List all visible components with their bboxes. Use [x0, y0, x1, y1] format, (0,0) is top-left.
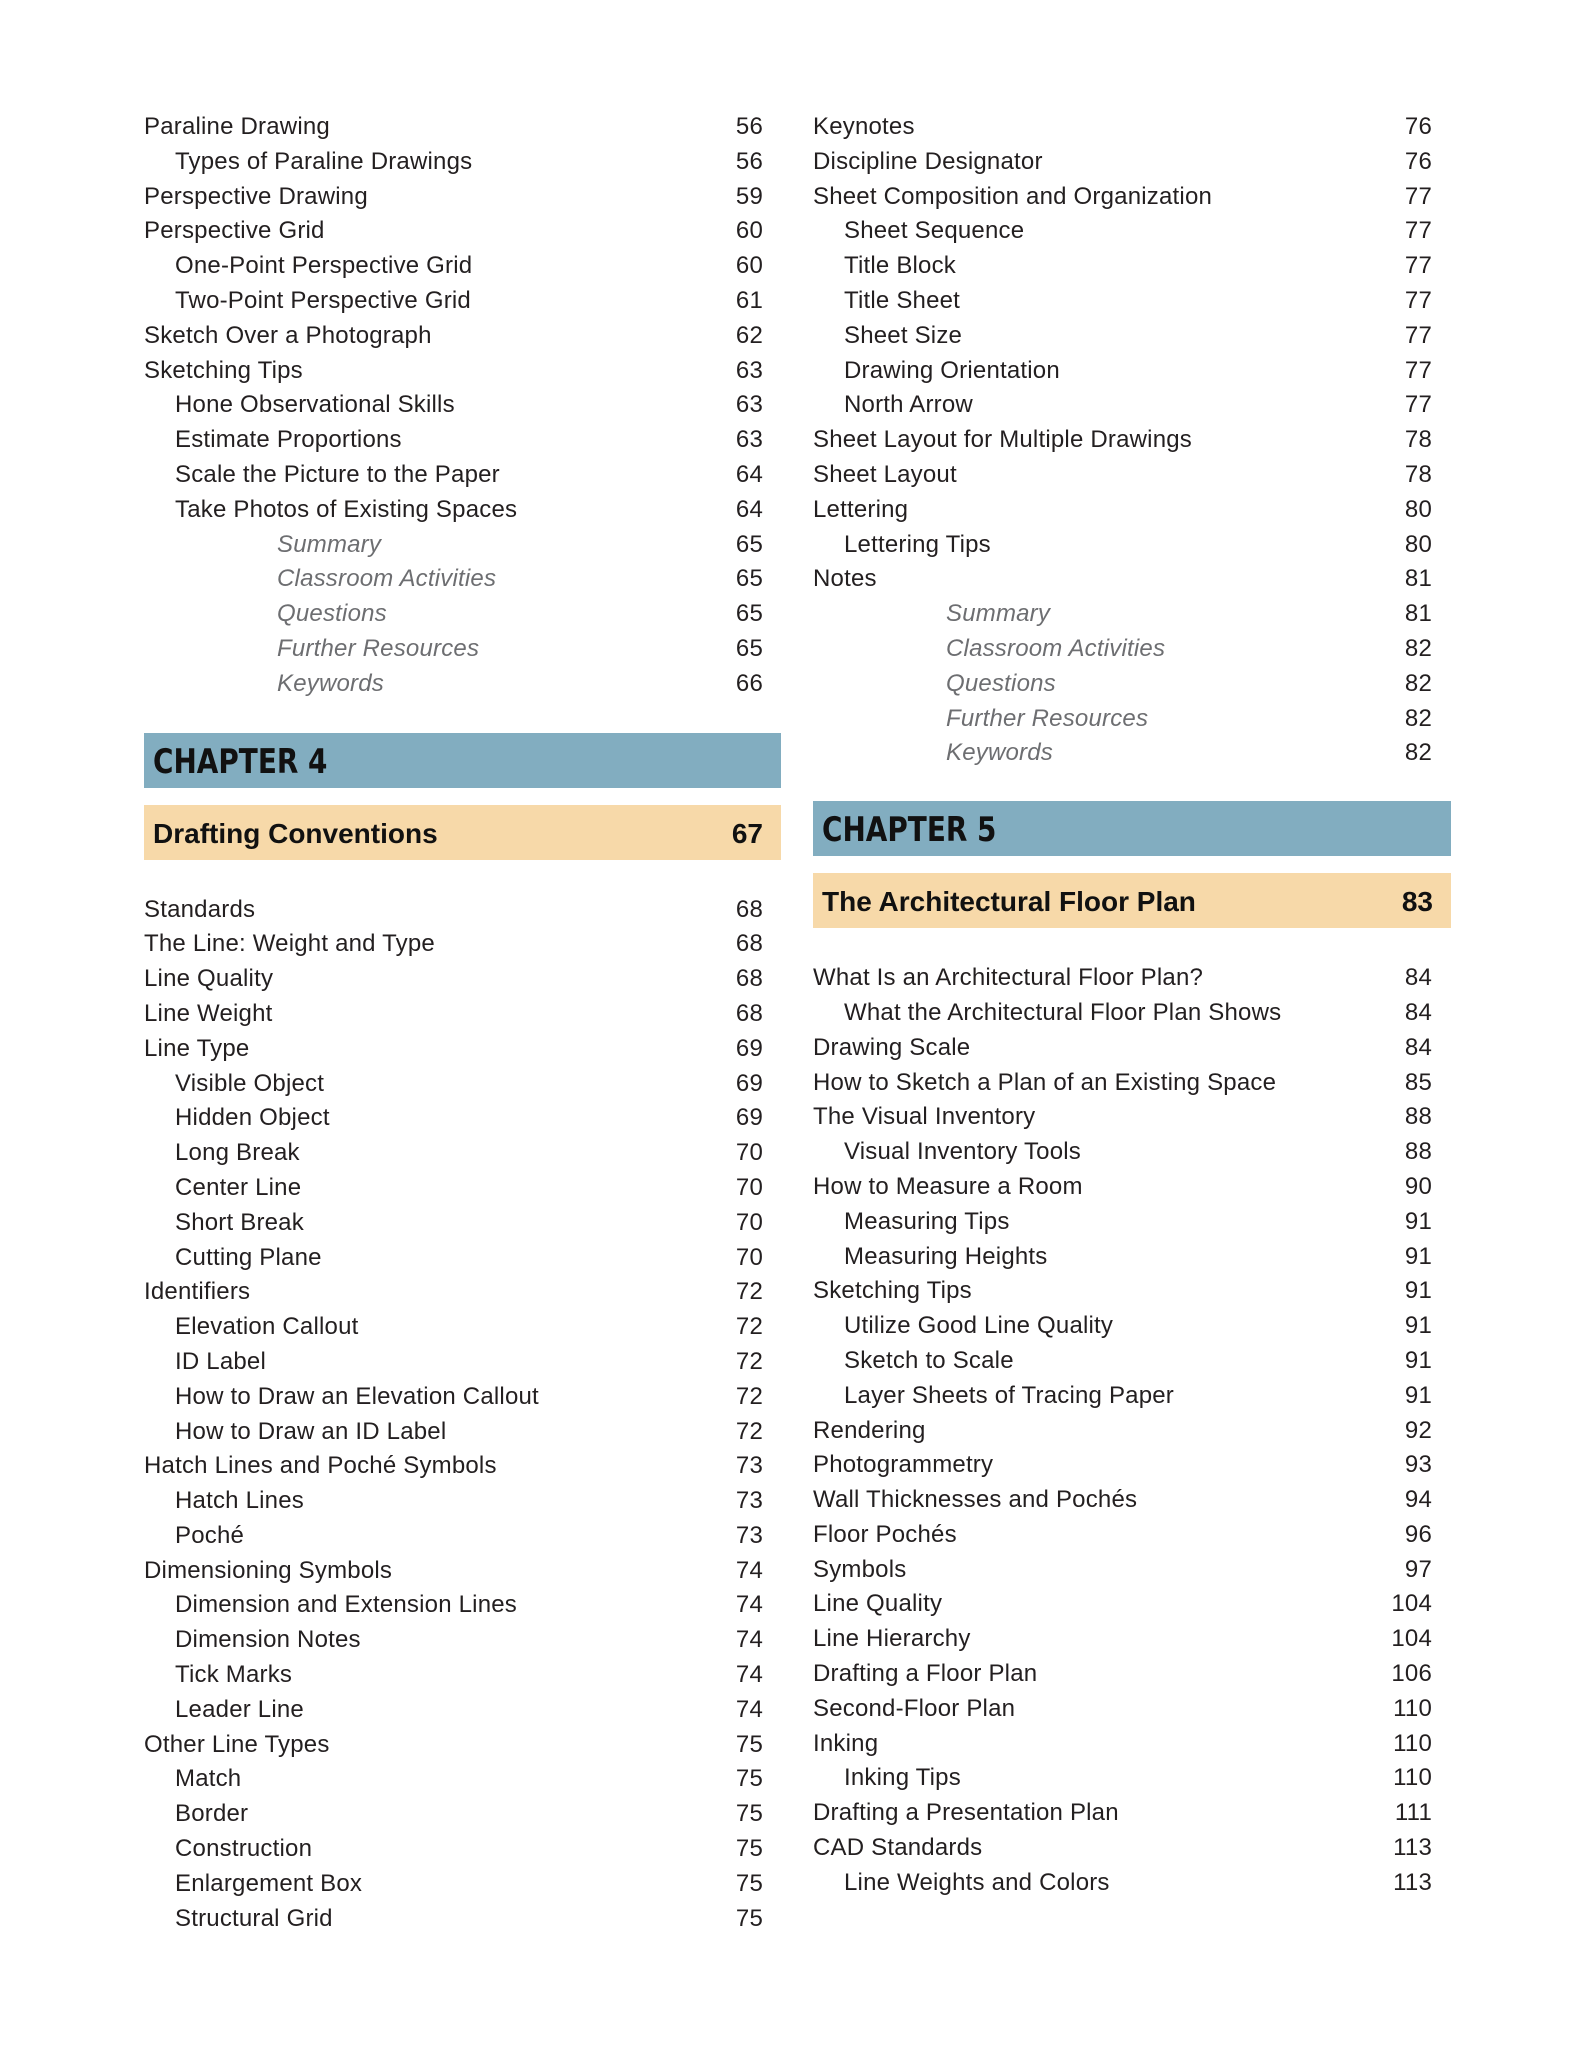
toc-entry-title: Title Block	[844, 252, 957, 280]
toc-entry[interactable]	[813, 249, 1451, 284]
toc-entry-page: 80	[1404, 495, 1432, 523]
toc-entry[interactable]	[813, 145, 1451, 180]
toc-entry-title: Sheet Size	[844, 321, 963, 349]
toc-entry-title: Lettering Tips	[844, 530, 991, 558]
toc-entry-title: Types of Paraline Drawings	[175, 147, 473, 175]
toc-entry-title: How to Sketch a Plan of an Existing Space	[813, 1068, 1277, 1096]
toc-entry-title: Line Hierarchy	[813, 1625, 971, 1653]
toc-entry-title: How to Measure a Room	[813, 1172, 1083, 1200]
toc-entry-page: 65	[735, 634, 763, 662]
toc-entry-title: Line Quality	[813, 1590, 943, 1618]
toc-entry-title: Sheet Composition and Organization	[813, 182, 1213, 210]
toc-entry-page: 80	[1404, 530, 1432, 558]
toc-entry[interactable]	[144, 562, 781, 597]
chapter-title: The Architectural Floor Plan	[822, 886, 1196, 918]
toc-entry-title: Summary	[277, 530, 382, 558]
toc-entry-page: 68	[735, 930, 763, 958]
toc-entry-page: 72	[735, 1347, 763, 1375]
toc-entry-title: Center Line	[175, 1173, 302, 1201]
toc-entry[interactable]	[813, 1240, 1451, 1275]
chapter-label: CHAPTER 5	[822, 810, 997, 851]
toc-entry-title: Sheet Layout for Multiple Drawings	[813, 426, 1192, 454]
toc-entry-title: Cutting Plane	[175, 1243, 322, 1271]
chapter-5-label-bar	[813, 801, 1451, 856]
toc-entry-title: Construction	[175, 1835, 313, 1863]
toc-entry[interactable]	[144, 1415, 781, 1450]
toc-entry-title: Keywords	[277, 669, 384, 697]
toc-entry-title: Sheet Layout	[813, 460, 957, 488]
toc-entry-page: 110	[1393, 1694, 1432, 1722]
toc-entry[interactable]	[144, 1693, 781, 1728]
toc-entry-page: 94	[1404, 1486, 1432, 1514]
toc-entry[interactable]	[813, 1622, 1451, 1657]
toc-entry-page: 78	[1404, 460, 1432, 488]
toc-entry[interactable]	[813, 1135, 1451, 1170]
toc-entry-page: 75	[735, 1904, 763, 1932]
toc-entry-title: Second-Floor Plan	[813, 1694, 1016, 1722]
toc-entry[interactable]	[813, 1692, 1451, 1727]
toc-entry[interactable]	[813, 1066, 1451, 1101]
toc-entry[interactable]	[813, 996, 1451, 1031]
toc-entry-title: Drawing Scale	[813, 1033, 971, 1061]
toc-entry-page: 63	[735, 356, 763, 384]
toc-entry-title: Leader Line	[175, 1695, 304, 1723]
toc-entry-page: 68	[735, 895, 763, 923]
toc-entry-title: Line Weights and Colors	[844, 1868, 1110, 1896]
toc-entry-title: Line Quality	[144, 965, 274, 993]
toc-entry-title: Sheet Sequence	[844, 217, 1025, 245]
toc-entry-title: Hidden Object	[175, 1104, 330, 1132]
toc-entry-page: 75	[735, 1730, 763, 1758]
toc-entry[interactable]	[144, 1588, 781, 1623]
toc-entry-title: Perspective Grid	[144, 217, 325, 245]
toc-entry-page: 84	[1404, 964, 1432, 992]
toc-entry[interactable]	[144, 997, 781, 1032]
toc-entry-page: 65	[735, 600, 763, 628]
toc-entry-page: 56	[735, 147, 763, 175]
toc-entry-page: 76	[1404, 113, 1432, 140]
toc-entry[interactable]	[813, 458, 1451, 493]
toc-entry-page: 96	[1404, 1520, 1432, 1548]
toc-entry[interactable]	[144, 1206, 781, 1241]
toc-entry-title: Questions	[277, 600, 387, 628]
toc-entry-title: Match	[175, 1765, 242, 1793]
toc-entry[interactable]	[813, 493, 1451, 528]
chapter-4-title-bar[interactable]	[144, 805, 781, 860]
toc-entry[interactable]	[813, 214, 1451, 249]
toc-entry[interactable]	[813, 736, 1451, 771]
toc-entry[interactable]	[144, 145, 781, 180]
toc-entry[interactable]	[813, 1170, 1451, 1205]
toc-entry[interactable]	[144, 632, 781, 667]
toc-entry-page: 68	[735, 999, 763, 1027]
toc-entry-title: Border	[175, 1800, 249, 1828]
toc-entry-title: ID Label	[175, 1347, 266, 1375]
toc-entry[interactable]	[813, 1205, 1451, 1240]
toc-entry[interactable]	[813, 1483, 1451, 1518]
toc-entry-page: 104	[1391, 1625, 1432, 1653]
toc-entry[interactable]	[144, 1345, 781, 1380]
toc-entry[interactable]	[813, 1031, 1451, 1066]
toc-entry-title: Tick Marks	[175, 1661, 293, 1689]
toc-entry[interactable]	[144, 1310, 781, 1345]
toc-list-right-top	[813, 110, 1451, 771]
toc-entry[interactable]	[144, 423, 781, 458]
toc-list-right-bottom	[813, 961, 1451, 1901]
toc-entry-page: 91	[1404, 1346, 1432, 1374]
toc-entry-title: Inking Tips	[844, 1764, 961, 1792]
toc-entry-title: What Is an Architectural Floor Plan?	[813, 964, 1204, 992]
toc-entry-page: 73	[735, 1521, 763, 1549]
toc-entry-page: 77	[1404, 217, 1432, 245]
toc-entry[interactable]	[144, 1867, 781, 1902]
toc-entry-title: Perspective Drawing	[144, 182, 368, 210]
toc-entry-title: North Arrow	[844, 391, 973, 419]
toc-entry[interactable]	[813, 1344, 1451, 1379]
toc-left-column	[144, 110, 781, 1936]
toc-entry-title: Enlargement Box	[175, 1869, 363, 1897]
toc-entry-page: 88	[1404, 1138, 1432, 1166]
toc-entry[interactable]	[813, 180, 1451, 215]
toc-entry-title: Visible Object	[175, 1069, 325, 1097]
toc-entry-page: 97	[1404, 1555, 1432, 1583]
toc-entry[interactable]	[813, 1587, 1451, 1622]
toc-entry[interactable]	[813, 597, 1451, 632]
toc-entry-title: How to Draw an ID Label	[175, 1417, 447, 1445]
toc-entry-page: 77	[1404, 286, 1432, 314]
toc-entry-page: 60	[735, 252, 763, 280]
toc-entry-page: 78	[1404, 426, 1432, 454]
toc-entry-title: Short Break	[175, 1208, 304, 1236]
toc-entry-title: Dimensioning Symbols	[144, 1556, 393, 1584]
toc-entry-page: 56	[735, 113, 763, 140]
toc-entry[interactable]	[813, 284, 1451, 319]
toc-entry-title: Drafting a Presentation Plan	[813, 1799, 1119, 1827]
toc-entry-page: 104	[1391, 1590, 1432, 1618]
toc-entry-page: 64	[735, 495, 763, 523]
toc-entry-page: 70	[735, 1139, 763, 1167]
toc-entry[interactable]	[144, 597, 781, 632]
toc-entry-page: 91	[1404, 1207, 1432, 1235]
toc-entry-page: 77	[1404, 182, 1432, 210]
toc-entry-title: Layer Sheets of Tracing Paper	[844, 1381, 1174, 1409]
toc-entry-title: Sketch to Scale	[844, 1346, 1014, 1374]
toc-entry-page: 75	[735, 1765, 763, 1793]
toc-list-left-top	[144, 110, 781, 702]
toc-entry[interactable]	[144, 667, 781, 702]
toc-entry[interactable]	[144, 1554, 781, 1589]
chapter-page-number: 67	[731, 817, 763, 849]
toc-entry-page: 74	[735, 1626, 763, 1654]
toc-entry-page: 69	[735, 1104, 763, 1132]
toc-entry[interactable]	[144, 110, 781, 145]
toc-entry[interactable]	[144, 1101, 781, 1136]
toc-entry[interactable]	[144, 180, 781, 215]
toc-entry[interactable]	[813, 388, 1451, 423]
toc-entry[interactable]	[813, 961, 1451, 996]
toc-entry-page: 70	[735, 1208, 763, 1236]
toc-entry[interactable]	[813, 528, 1451, 563]
toc-entry[interactable]	[144, 1658, 781, 1693]
toc-entry-title: Discipline Designator	[813, 147, 1043, 175]
toc-entry-page: 72	[735, 1382, 763, 1410]
toc-entry-page: 81	[1404, 565, 1432, 593]
toc-entry-page: 72	[735, 1313, 763, 1341]
toc-entry-title: Symbols	[813, 1555, 907, 1583]
toc-entry-page: 73	[735, 1487, 763, 1515]
toc-entry[interactable]	[813, 1100, 1451, 1135]
toc-entry[interactable]	[144, 962, 781, 997]
toc-entry-page: 76	[1404, 147, 1432, 175]
toc-entry[interactable]	[813, 667, 1451, 702]
toc-entry-title: The Line: Weight and Type	[144, 930, 435, 958]
toc-entry-page: 82	[1404, 669, 1432, 697]
chapter-title: Drafting Conventions	[153, 817, 438, 849]
toc-entry-title: Further Resources	[277, 634, 480, 662]
toc-entry-title: Elevation Callout	[175, 1313, 359, 1341]
toc-entry-page: 69	[735, 1034, 763, 1062]
toc-entry-title: Classroom Activities	[946, 634, 1166, 662]
toc-entry-title: Title Sheet	[844, 286, 961, 314]
toc-entry-title: Drawing Orientation	[844, 356, 1060, 384]
chapter-5-title-bar[interactable]	[813, 873, 1451, 928]
toc-entry-title: Inking	[813, 1729, 879, 1757]
toc-entry-title: One-Point Perspective Grid	[175, 252, 473, 280]
toc-entry[interactable]	[813, 562, 1451, 597]
toc-entry-page: 82	[1404, 739, 1432, 767]
toc-entry[interactable]	[813, 1553, 1451, 1588]
toc-entry[interactable]	[144, 1797, 781, 1832]
toc-entry-title: Sketching Tips	[813, 1277, 972, 1305]
toc-entry[interactable]	[813, 1727, 1451, 1762]
toc-entry-page: 84	[1404, 1033, 1432, 1061]
toc-entry-page: 65	[735, 565, 763, 593]
toc-entry[interactable]	[813, 1761, 1451, 1796]
toc-entry-title: What the Architectural Floor Plan Shows	[844, 998, 1282, 1026]
toc-entry[interactable]	[144, 458, 781, 493]
toc-entry[interactable]	[144, 1623, 781, 1658]
toc-entry-title: Notes	[813, 565, 877, 593]
toc-entry[interactable]	[813, 1309, 1451, 1344]
toc-entry[interactable]	[813, 1274, 1451, 1309]
toc-entry[interactable]	[813, 1657, 1451, 1692]
toc-entry-title: Classroom Activities	[277, 565, 497, 593]
toc-entry-title: Wall Thicknesses and Pochés	[813, 1486, 1138, 1514]
toc-entry-page: 73	[735, 1452, 763, 1480]
toc-entry[interactable]	[144, 1449, 781, 1484]
toc-entry-page: 74	[735, 1695, 763, 1723]
toc-entry[interactable]	[144, 493, 781, 528]
toc-entry-title: The Visual Inventory	[813, 1103, 1036, 1131]
toc-entry-page: 77	[1404, 321, 1432, 349]
toc-entry-page: 93	[1404, 1451, 1432, 1479]
toc-entry-page: 106	[1391, 1660, 1432, 1688]
toc-entry-title: Questions	[946, 669, 1056, 697]
toc-entry[interactable]	[144, 1136, 781, 1171]
toc-entry[interactable]	[144, 354, 781, 389]
toc-entry[interactable]	[144, 528, 781, 563]
toc-entry[interactable]	[813, 632, 1451, 667]
toc-entry-title: Hone Observational Skills	[175, 391, 455, 419]
toc-entry-title: Line Type	[144, 1034, 250, 1062]
toc-entry-title: How to Draw an Elevation Callout	[175, 1382, 539, 1410]
toc-entry-page: 111	[1394, 1799, 1432, 1827]
toc-entry[interactable]	[813, 423, 1451, 458]
toc-entry[interactable]	[813, 1866, 1451, 1901]
toc-entry-page: 77	[1404, 356, 1432, 384]
toc-entry-title: Photogrammetry	[813, 1451, 994, 1479]
toc-entry-title: Utilize Good Line Quality	[844, 1312, 1114, 1340]
toc-entry-page: 65	[735, 530, 763, 558]
toc-entry-page: 91	[1404, 1242, 1432, 1270]
toc-entry[interactable]	[144, 1519, 781, 1554]
toc-entry[interactable]	[144, 1067, 781, 1102]
toc-entry[interactable]	[813, 319, 1451, 354]
toc-entry[interactable]	[813, 1831, 1451, 1866]
toc-entry-page: 84	[1404, 998, 1432, 1026]
toc-entry[interactable]	[813, 1379, 1451, 1414]
toc-entry-page: 74	[735, 1591, 763, 1619]
toc-entry-page: 72	[735, 1417, 763, 1445]
toc-entry-page: 62	[735, 321, 763, 349]
toc-entry-page: 77	[1404, 391, 1432, 419]
toc-entry-title: CAD Standards	[813, 1834, 983, 1862]
toc-entry-page: 63	[735, 426, 763, 454]
toc-entry-page: 70	[735, 1243, 763, 1271]
toc-entry-page: 66	[735, 669, 763, 697]
toc-entry-page: 82	[1404, 634, 1432, 662]
toc-list-left-bottom	[144, 893, 781, 1937]
toc-entry[interactable]	[813, 110, 1451, 145]
toc-entry[interactable]	[813, 354, 1451, 389]
toc-entry-title: Scale the Picture to the Paper	[175, 460, 500, 488]
toc-entry-title: Summary	[946, 600, 1051, 628]
toc-entry[interactable]	[144, 284, 781, 319]
toc-entry-title: Poché	[175, 1521, 245, 1549]
toc-entry-title: Two-Point Perspective Grid	[175, 286, 471, 314]
toc-entry-page: 91	[1404, 1381, 1432, 1409]
toc-entry-title: Hatch Lines	[175, 1487, 304, 1515]
toc-entry-page: 85	[1404, 1068, 1432, 1096]
toc-entry[interactable]	[144, 1762, 781, 1797]
toc-entry-title: Dimension Notes	[175, 1626, 361, 1654]
toc-entry[interactable]	[144, 1380, 781, 1415]
toc-entry-page: 75	[735, 1869, 763, 1897]
toc-entry[interactable]	[144, 1171, 781, 1206]
toc-entry-page: 74	[735, 1661, 763, 1689]
toc-entry-title: Sketching Tips	[144, 356, 303, 384]
toc-entry-title: Take Photos of Existing Spaces	[175, 495, 518, 523]
toc-entry-page: 75	[735, 1835, 763, 1863]
toc-entry-page: 81	[1404, 600, 1432, 628]
toc-entry-title: Drafting a Floor Plan	[813, 1660, 1038, 1688]
toc-entry[interactable]	[144, 1241, 781, 1276]
toc-entry-page: 91	[1404, 1312, 1432, 1340]
toc-entry-page: 110	[1393, 1764, 1432, 1792]
toc-entry-page: 69	[735, 1069, 763, 1097]
toc-entry-page: 110	[1393, 1729, 1432, 1757]
toc-entry-title: Estimate Proportions	[175, 426, 402, 454]
toc-entry-title: Hatch Lines and Poché Symbols	[144, 1452, 497, 1480]
toc-entry-page: 74	[735, 1556, 763, 1584]
toc-entry-page: 60	[735, 217, 763, 245]
toc-entry-title: Keywords	[946, 739, 1053, 767]
toc-entry-title: Floor Pochés	[813, 1520, 957, 1548]
toc-entry[interactable]	[813, 1518, 1451, 1553]
toc-entry-page: 70	[735, 1173, 763, 1201]
toc-entry-title: Structural Grid	[175, 1904, 333, 1932]
toc-entry-page: 113	[1393, 1834, 1432, 1862]
toc-entry[interactable]	[144, 249, 781, 284]
toc-entry[interactable]	[813, 702, 1451, 737]
chapter-label: CHAPTER 4	[153, 741, 328, 782]
toc-entry[interactable]	[144, 1484, 781, 1519]
toc-entry-page: 59	[735, 182, 763, 210]
toc-entry[interactable]	[144, 319, 781, 354]
toc-entry[interactable]	[144, 893, 781, 928]
toc-entry-title: Measuring Heights	[844, 1242, 1048, 1270]
toc-entry[interactable]	[144, 1832, 781, 1867]
toc-entry-title: Rendering	[813, 1416, 926, 1444]
toc-entry-page: 72	[735, 1278, 763, 1306]
toc-entry-page: 77	[1404, 252, 1432, 280]
toc-entry-title: Measuring Tips	[844, 1207, 1010, 1235]
toc-entry-title: Long Break	[175, 1139, 300, 1167]
toc-entry[interactable]	[813, 1448, 1451, 1483]
toc-entry[interactable]	[813, 1796, 1451, 1831]
toc-entry[interactable]	[144, 1032, 781, 1067]
toc-entry-page: 82	[1404, 704, 1432, 732]
toc-entry-title: Sketch Over a Photograph	[144, 321, 432, 349]
toc-entry-page: 90	[1404, 1172, 1432, 1200]
toc-entry-title: Visual Inventory Tools	[844, 1138, 1081, 1166]
toc-entry-page: 63	[735, 391, 763, 419]
chapter-page-number: 83	[1401, 886, 1433, 918]
chapter-4-label-bar	[144, 733, 781, 788]
toc-entry[interactable]	[813, 1414, 1451, 1449]
toc-entry-title: Standards	[144, 895, 256, 923]
toc-entry-title: Keynotes	[813, 113, 915, 140]
toc-entry[interactable]	[144, 927, 781, 962]
toc-entry[interactable]	[144, 1275, 781, 1310]
toc-entry-title: Paraline Drawing	[144, 113, 330, 140]
toc-entry-title: Other Line Types	[144, 1730, 330, 1758]
toc-entry-title: Lettering	[813, 495, 909, 523]
toc-entry-title: Line Weight	[144, 999, 273, 1027]
toc-entry-title: Further Resources	[946, 704, 1149, 732]
toc-entry-page: 113	[1393, 1868, 1432, 1896]
toc-entry[interactable]	[144, 214, 781, 249]
toc-entry-title: Identifiers	[144, 1278, 251, 1306]
toc-entry-page: 91	[1404, 1277, 1432, 1305]
toc-entry-title: Dimension and Extension Lines	[175, 1591, 517, 1619]
toc-entry-page: 92	[1404, 1416, 1432, 1444]
toc-entry-page: 68	[735, 965, 763, 993]
toc-entry[interactable]	[144, 1728, 781, 1763]
toc-right-column	[813, 110, 1451, 1901]
toc-entry[interactable]	[144, 388, 781, 423]
toc-entry[interactable]	[144, 1902, 781, 1937]
toc-entry-page: 64	[735, 460, 763, 488]
toc-entry-page: 61	[735, 286, 763, 314]
toc-entry-page: 75	[735, 1800, 763, 1828]
toc-entry-page: 88	[1404, 1103, 1432, 1131]
